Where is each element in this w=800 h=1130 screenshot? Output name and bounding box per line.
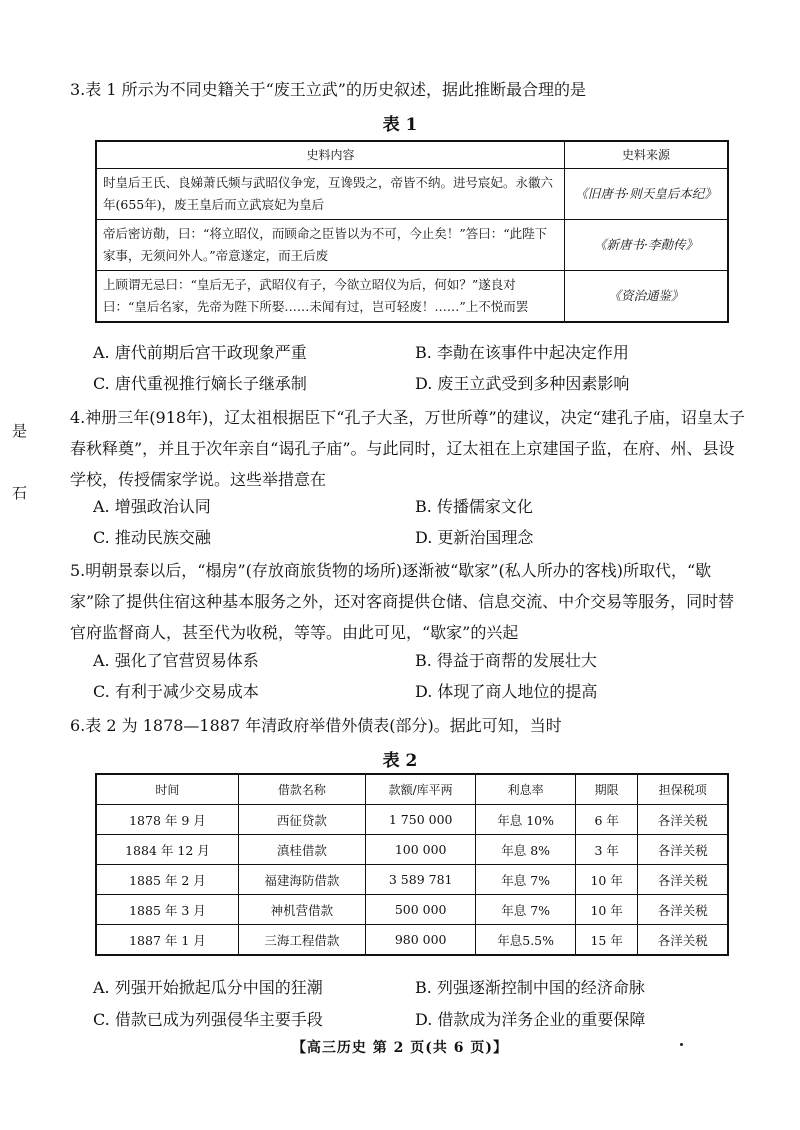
q4-option-c[interactable]: C. 推动民族交融 — [93, 528, 211, 547]
table-cell-content: 时皇后王氏、良娣萧氏频与武昭仪争宠，互谗毁之，帝皆不纳。进号宸妃。永徽六年(655年)，废王皇后而立武宸妃为皇后 — [96, 169, 565, 220]
page-footer: 【高三历史 第 2 页(共 6 页)】 — [291, 1040, 509, 1056]
table-cell: 滇桂借款 — [238, 835, 365, 865]
q5-option-c[interactable]: C. 有利于减少交易成本 — [93, 682, 259, 701]
table-cell-source: 《旧唐书·则天皇后本纪》 — [565, 169, 729, 220]
q6-table — [95, 773, 729, 956]
table-cell: 980 000 — [365, 925, 475, 956]
table-cell: 年息 7% — [476, 865, 575, 895]
scan-dot — [680, 1043, 683, 1046]
q6-option-d[interactable]: D. 借款成为洋务企业的重要保障 — [415, 1010, 646, 1029]
table-cell: 1878 年 9 月 — [96, 805, 238, 835]
q4-option-d[interactable]: D. 更新治国理念 — [415, 528, 534, 547]
table-header-cell: 利息率 — [476, 774, 575, 805]
table-cell: 各洋关税 — [638, 835, 728, 865]
table-cell-content: 帝后密访勣，曰：“将立昭仪，而顾命之臣皆以为不可，今止矣！”答曰：“此陛下家事，无须问外人。”帝意遂定，而王后废 — [96, 220, 565, 271]
table-cell: 年息5.5% — [476, 925, 575, 956]
table-row — [96, 271, 728, 323]
table-header-cell: 款额/库平两 — [365, 774, 475, 805]
table-cell: 15 年 — [575, 925, 638, 956]
q3-option-b[interactable]: B. 李勣在该事件中起决定作用 — [415, 343, 629, 362]
q6-table-title: 表 2 — [382, 751, 418, 771]
table-cell: 10 年 — [575, 865, 638, 895]
table-row — [96, 805, 728, 835]
table-header-cell: 担保税项 — [638, 774, 728, 805]
table-cell: 1885 年 3 月 — [96, 895, 238, 925]
q3-stem: 3.表 1 所示为不同史籍关于“废王立武”的历史叙述，据此推断最合理的是 — [70, 80, 586, 99]
q3-option-d[interactable]: D. 废王立武受到多种因素影响 — [415, 374, 630, 393]
table-row — [96, 925, 728, 956]
side-mark: 是 — [12, 422, 28, 440]
table-cell: 6 年 — [575, 805, 638, 835]
table-cell: 1 750 000 — [365, 805, 475, 835]
q3-option-a[interactable]: A. 唐代前期后宫干政现象严重 — [93, 343, 307, 362]
table-cell: 各洋关税 — [638, 805, 728, 835]
q4-option-a[interactable]: A. 增强政治认同 — [93, 497, 211, 516]
q3-option-c[interactable]: C. 唐代重视推行嫡长子继承制 — [93, 374, 307, 393]
table-header-row — [96, 774, 728, 805]
q4-option-b[interactable]: B. 传播儒家文化 — [415, 497, 533, 516]
table-cell: 3 年 — [575, 835, 638, 865]
q6-option-a[interactable]: A. 列强开始掀起瓜分中国的狂潮 — [93, 978, 323, 997]
table-cell: 福建海防借款 — [238, 865, 365, 895]
q3-table-title: 表 1 — [382, 115, 418, 135]
q5-option-d[interactable]: D. 体现了商人地位的提高 — [415, 682, 598, 701]
table-header-cell: 史料来源 — [565, 141, 729, 169]
table-cell: 1887 年 1 月 — [96, 925, 238, 956]
q3-table — [95, 140, 729, 323]
table-cell-content: 上顾谓无忌曰：“皇后无子，武昭仪有子，今欲立昭仪为后，何如？”遂良对曰：“皇后名家，先帝为陛下所娶……未闻有过，岂可轻废！……”上不悦而罢 — [96, 271, 565, 323]
table-row — [96, 835, 728, 865]
table-cell: 西征贷款 — [238, 805, 365, 835]
table-cell: 年息 8% — [476, 835, 575, 865]
table-cell: 500 000 — [365, 895, 475, 925]
table-cell: 1884 年 12 月 — [96, 835, 238, 865]
table-cell: 10 年 — [575, 895, 638, 925]
table-cell: 各洋关税 — [638, 895, 728, 925]
table-cell: 年息 10% — [476, 805, 575, 835]
table-cell: 各洋关税 — [638, 865, 728, 895]
table-cell: 年息 7% — [476, 895, 575, 925]
table-header-cell: 时间 — [96, 774, 238, 805]
table-cell: 各洋关税 — [638, 925, 728, 956]
table-header-cell: 史料内容 — [96, 141, 565, 169]
table-header-cell: 借款名称 — [238, 774, 365, 805]
q6-option-c[interactable]: C. 借款已成为列强侵华主要手段 — [93, 1010, 323, 1029]
q5-option-a[interactable]: A. 强化了官营贸易体系 — [93, 651, 259, 670]
table-header-cell: 期限 — [575, 774, 638, 805]
table-cell-source: 《新唐书·李勣传》 — [565, 220, 729, 271]
q5-option-b[interactable]: B. 得益于商帮的发展壮大 — [415, 651, 597, 670]
q4-stem: 4.神册三年(918年)，辽太祖根据臣下“孔子大圣，万世所尊”的建议，决定“建孔子庙，诏皇太子春秋释奠”，并且于次年亲自“谒孔子庙”。与此同时，辽太祖在上京建国子监，在府、州、县设学校，传授儒家学说。这些举措意在 — [70, 408, 745, 489]
table-cell-source: 《资治通鉴》 — [565, 271, 729, 323]
table-row — [96, 169, 728, 220]
q5-stem: 5.明朝景泰以后，“榻房”(存放商旅货物的场所)逐渐被“歇家”(私人所办的客栈)所取代，“歇家”除了提供住宿这种基本服务之外，还对客商提供仓储、信息交流、中介交易等服务，同时替官府监督商人，甚至代为收税，等等。由此可见，“歇家”的兴起 — [70, 561, 735, 642]
q6-option-b[interactable]: B. 列强逐渐控制中国的经济命脉 — [415, 978, 645, 997]
table-row — [96, 220, 728, 271]
table-row — [96, 895, 728, 925]
q6-stem: 6.表 2 为 1878—1887 年清政府举借外债表(部分)。据此可知，当时 — [70, 716, 562, 735]
table-header-row — [96, 141, 728, 169]
table-cell: 3 589 781 — [365, 865, 475, 895]
table-cell: 神机营借款 — [238, 895, 365, 925]
table-cell: 1885 年 2 月 — [96, 865, 238, 895]
table-cell: 100 000 — [365, 835, 475, 865]
side-mark: 石 — [12, 484, 28, 502]
table-cell: 三海工程借款 — [238, 925, 365, 956]
table-row — [96, 865, 728, 895]
